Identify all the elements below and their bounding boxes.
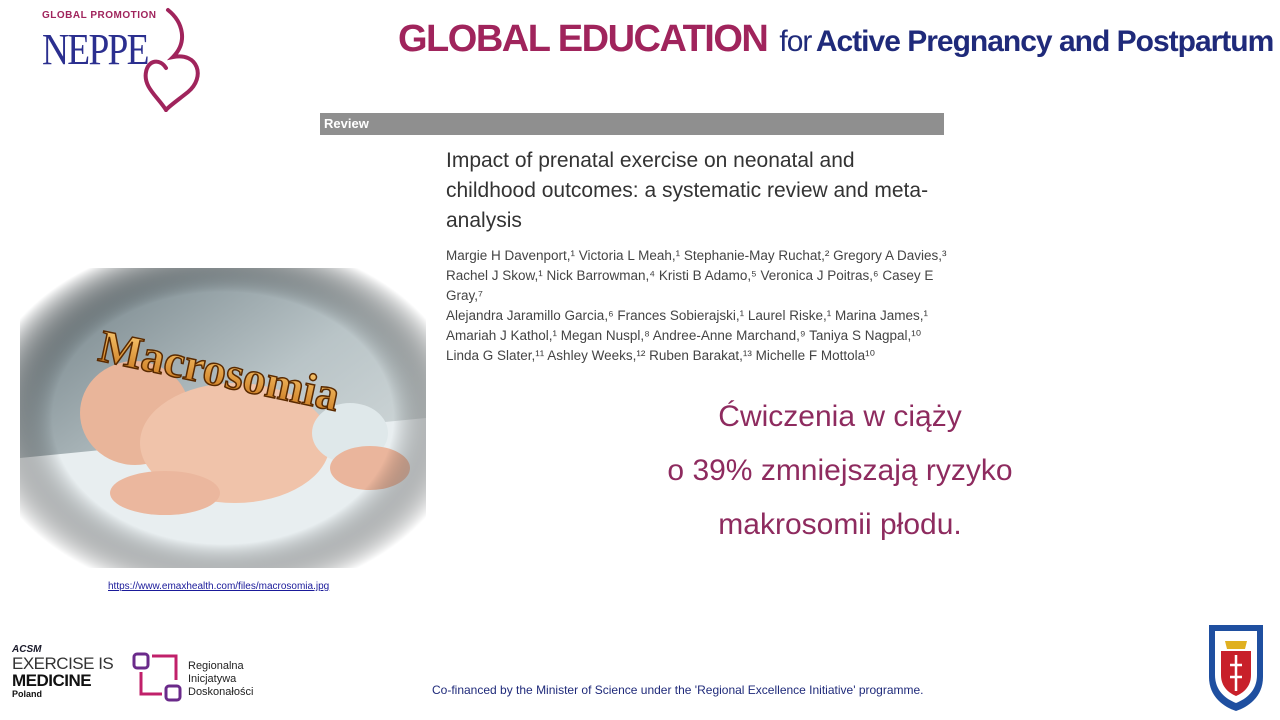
macrosomia-image — [20, 268, 426, 568]
page-header — [398, 18, 1273, 61]
heart-icon — [128, 2, 218, 112]
author-line: Alejandra Jaramillo Garcia,⁶ Frances Sobierajski,¹ Laurel Riske,¹ Marina James,¹ — [446, 308, 928, 323]
logo-tagline: GLOBAL PROMOTION — [42, 10, 157, 21]
paper-title: Impact of prenatal exercise on neonatal and childhood outcomes: a systematic review and meta-analysis — [446, 149, 929, 232]
neppe-logo — [38, 2, 218, 112]
header-for: for — [779, 25, 812, 58]
rid-line: Doskonałości — [188, 686, 254, 698]
author-line: Linda G Slater,¹¹ Ashley Weeks,¹² Ruben Barakat,¹³ Michelle F Mottola¹⁰ — [446, 348, 876, 363]
main-message-line: o 39% zmniejszają ryzyko — [667, 454, 1013, 487]
university-crest-icon — [1203, 617, 1269, 713]
rid-logo — [132, 652, 272, 702]
paper-authors — [446, 246, 966, 366]
acsm-line2: MEDICINE — [12, 671, 92, 690]
paper-section-bar — [320, 113, 944, 135]
header-active-pregnancy: Active Pregnancy and Postpartum — [815, 25, 1274, 58]
rid-mark-icon — [132, 652, 182, 702]
logo-name: NEPPE — [42, 25, 148, 74]
footer-text: Co-financed by the Minister of Science under the 'Regional Excellence Initiative' programme. — [432, 683, 924, 697]
rid-line: Regionalna — [188, 660, 244, 672]
acsm-line1: EXERCISE IS — [12, 654, 114, 673]
acsm-country: Poland — [12, 689, 43, 699]
main-message-line: makrosomii płodu. — [718, 508, 962, 541]
main-message — [560, 390, 1120, 552]
rid-text — [188, 660, 253, 699]
header-global-education: GLOBAL EDUCATION — [398, 18, 768, 60]
acsm-logo — [12, 644, 122, 699]
rid-line: Inicjatywa — [188, 673, 237, 685]
image-source-link[interactable]: https://www.emaxhealth.com/files/macrosomia.jpg — [108, 581, 330, 592]
main-message-line: Ćwiczenia w ciąży — [718, 400, 962, 433]
paper-section-label: Review — [324, 116, 369, 131]
author-line: Margie H Davenport,¹ Victoria L Meah,¹ Stephanie-May Ruchat,² Gregory A Davies,³ — [446, 248, 947, 263]
author-line: Rachel J Skow,¹ Nick Barrowman,⁴ Kristi B Adamo,⁵ Veronica J Poitras,⁶ Casey E Gray,⁷ — [446, 268, 934, 303]
author-line: Amariah J Kathol,¹ Megan Nuspl,⁸ Andree-Anne Marchand,⁹ Taniya S Nagpal,¹⁰ — [446, 328, 922, 343]
acsm-brand: ACSM — [12, 644, 42, 655]
